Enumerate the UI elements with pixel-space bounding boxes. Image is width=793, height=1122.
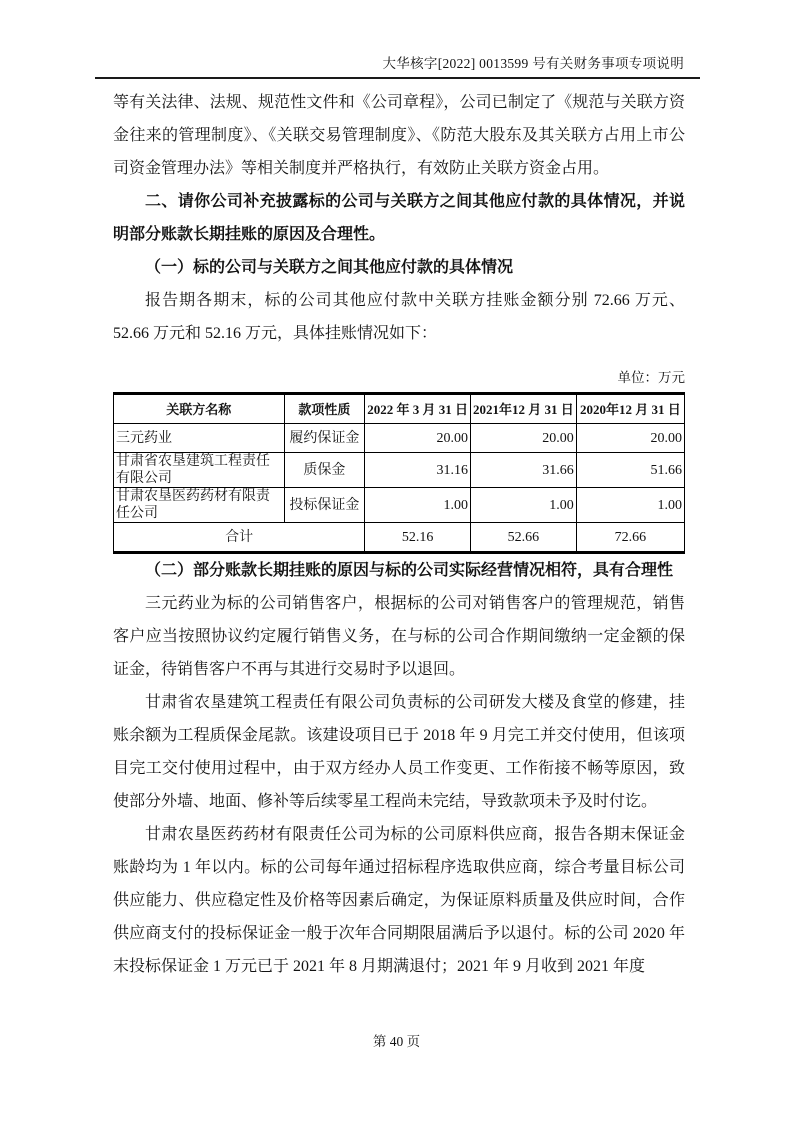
amount-2021: 20.00 xyxy=(470,424,576,453)
table-unit-label: 单位：万元 xyxy=(617,370,685,385)
page-footer xyxy=(0,1030,793,1050)
document-body xyxy=(113,86,685,983)
payment-nature: 投标保证金 xyxy=(284,488,365,523)
total-2021: 52.66 xyxy=(470,523,576,553)
paragraph-construction-company: 甘肃省农垦建筑工程责任有限公司负责标的公司研发大楼及食堂的修建，挂账余额为工程质保金尾款。该建设项目已于 2018 年 9 月完工并交付使用，但该项目完工交付使用过程中，由于双方经办人员工作变更、工作衔接不畅等原因，致使部分外墙、地面、修补等后续零星工程尚未完结，导致款项未予及时付讫。 xyxy=(113,694,685,810)
table-row xyxy=(114,488,685,523)
paragraph-sanyuan-pharma: 三元药业为标的公司销售客户，根据标的公司对销售客户的管理规范，销售客户应当按照协议约定履行销售义务，在与标的公司合作期间缴纳一定金额的保证金，待销售客户不再与其进行交易时予以退回。 xyxy=(113,595,685,678)
column-header-related-party: 关联方名称 xyxy=(114,394,285,424)
payment-nature: 履约保证金 xyxy=(284,424,365,453)
related-party-payables-table xyxy=(113,392,685,554)
amount-2021: 31.66 xyxy=(470,453,576,488)
amount-2022: 1.00 xyxy=(365,488,471,523)
table-row xyxy=(114,424,685,453)
table-total-row xyxy=(114,523,685,553)
total-label: 合计 xyxy=(114,523,365,553)
column-header-2020: 2020年12 月 31 日 xyxy=(576,394,684,424)
page-number: 第 40 页 xyxy=(372,1034,421,1049)
amount-2022: 20.00 xyxy=(365,424,471,453)
heading-section-2-2: （二）部分账款长期挂账的原因与标的公司实际经营情况相符，具有合理性 xyxy=(145,562,674,579)
amount-2021: 1.00 xyxy=(470,488,576,523)
total-2022: 52.16 xyxy=(365,523,471,553)
total-2020: 72.66 xyxy=(576,523,684,553)
amount-2020: 20.00 xyxy=(576,424,684,453)
header-reference-text: 大华核字[2022] 0013599 号有关财务事项专项说明 xyxy=(382,56,684,71)
amount-2020: 51.66 xyxy=(576,453,684,488)
amount-2020: 1.00 xyxy=(576,488,684,523)
column-header-2021: 2021年12 月 31 日 xyxy=(470,394,576,424)
table-row xyxy=(114,453,685,488)
column-header-nature: 款项性质 xyxy=(284,394,365,424)
paragraph-supplier-deposit: 甘肃农垦医药药材有限责任公司为标的公司原料供应商，报告各期末保证金账龄均为 1 年以内。标的公司每年通过招标程序选取供应商，综合考量目标公司供应能力、供应稳定性及价格等因素后确定，为保证原料质量及供应时间，合作供应商支付的投标保证金一般于次年合同期限届满后予以退付。标的公司 2020 年末投标保证金 1 万元已于 2021 年 8 月期满退付；2021 年 9 月收到 2021 年度 xyxy=(113,826,685,975)
paragraph-balances-summary: 报告期各期末，标的公司其他应付款中关联方挂账金额分别 72.66 万元、52.66 万元和 52.16 万元，具体挂账情况如下： xyxy=(113,292,685,342)
paragraph-regulations: 等有关法律、法规、规范性文件和《公司章程》，公司已制定了《规范与关联方资金往来的管理制度》、《关联交易管理制度》、《防范大股东及其关联方占用上市公司资金管理办法》等相关制度并严格执行，有效防止关联方资金占用。 xyxy=(113,94,685,177)
table-header-row xyxy=(114,394,685,424)
amount-2022: 31.16 xyxy=(365,453,471,488)
related-party-name: 三元药业 xyxy=(114,424,285,453)
payment-nature: 质保金 xyxy=(284,453,365,488)
heading-section-2-1: （一）标的公司与关联方之间其他应付款的具体情况 xyxy=(145,259,514,276)
page-header xyxy=(95,52,700,79)
related-party-name: 甘肃省农垦建筑工程责任有限公司 xyxy=(114,453,285,488)
related-party-name: 甘肃农垦医药药材有限责任公司 xyxy=(114,488,285,523)
column-header-2022: 2022 年 3 月 31 日 xyxy=(365,394,471,424)
heading-section-2: 二、请你公司补充披露标的公司与关联方之间其他应付款的具体情况，并说明部分账款长期挂账的原因及合理性。 xyxy=(113,193,685,243)
